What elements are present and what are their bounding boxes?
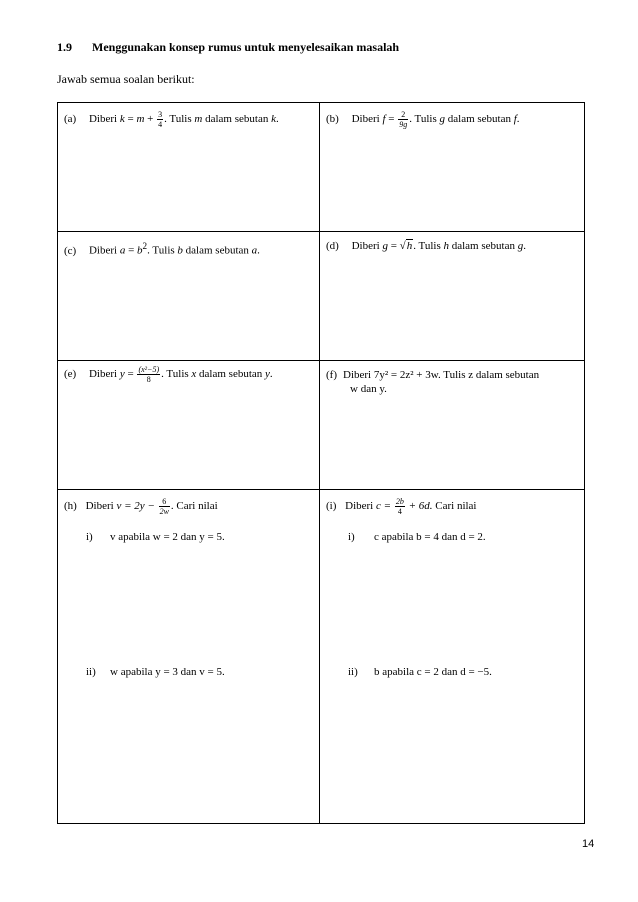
math-expression: + 6d. [405,500,433,513]
section-title: Menggunakan konsep rumus untuk menyelesaikan masalah [92,40,400,54]
square-root: h [406,240,413,252]
text: . Tulis [413,240,444,252]
subquestion-ii [348,665,492,679]
text: . Tulis [147,244,178,257]
math-expression: c = [376,500,394,513]
fraction [157,110,163,129]
math-var: y [265,368,270,381]
math-var: b [177,244,183,257]
question-d: (d) Diberi g = √h. Tulis h dalam sebutan g. [320,232,584,361]
section-heading [57,40,399,55]
fraction [159,497,170,516]
question-e [58,361,320,490]
page-number: 14 [582,838,595,850]
section-number: 1.9 [57,40,72,54]
math-op: = [124,113,137,126]
text: . [523,240,526,252]
subquestion-label: ii) [348,666,358,678]
text: dalam sebutan [445,113,514,126]
math-var: a [251,244,258,257]
denominator: 2w [159,507,169,516]
denominator: 9g [399,120,408,129]
numerator: 2b [395,497,404,506]
math-var: k [119,113,125,126]
text: . [275,113,279,126]
math-var: g [439,113,445,126]
question-text-line1: Diberi 7y² = 2z² + 3w. Tulis z dalam sebutan [343,369,540,381]
question-f [320,361,584,490]
question-label: (e) [64,368,77,381]
given-text: Diberi [351,113,380,126]
fraction [398,110,408,129]
fraction [137,365,160,384]
math-var: a [119,244,126,257]
math-op: = [385,113,398,126]
text: Cari nilai [432,500,477,513]
math-op: = [387,240,400,252]
subquestion-text: b apabila c = 2 dan d = −5. [374,666,492,678]
math-var: k [271,113,276,126]
text: . Tulis [164,113,195,126]
given-text: Diberi [88,113,118,126]
question-text-line2: w dan y. [350,383,387,395]
math-var: m [194,113,203,126]
denominator: 4 [158,120,163,129]
math-op: + [144,113,157,126]
subquestion-label: i) [86,531,93,543]
subquestion-text: c apabila b = 4 dan d = 2. [374,531,486,543]
text: dalam sebutan [182,244,252,257]
question-a [58,103,320,232]
math-var: g [517,240,524,252]
subquestion-label: ii) [86,666,96,678]
instruction-text: Jawab semua soalan berikut: [57,72,195,86]
given-text: Diberi [351,240,380,252]
math-var: f [382,113,386,126]
text: . Tulis [409,113,440,126]
text: . Cari nilai [170,500,218,513]
text: . Tulis [161,368,192,381]
numerator: (x²−5) [138,365,160,374]
text: . [269,368,273,381]
question-c [58,232,320,361]
fraction [395,497,405,516]
math-var: f [513,113,517,126]
subquestion-i [348,530,486,544]
question-label: (b) [326,113,339,126]
text: dalam sebutan [196,368,266,381]
subquestion-ii [86,665,225,679]
text: . [257,244,260,257]
subquestion-label: i) [348,531,355,543]
math-var: x [191,368,197,381]
math-var: b [137,244,143,257]
math-var: m [136,113,145,126]
text: dalam sebutan [448,240,518,252]
question-i [320,490,584,823]
numerator: 2 [398,110,408,120]
text: . [516,113,520,126]
numerator: 6 [159,497,170,507]
question-label: (f) [326,369,337,381]
math-var: h [443,240,449,252]
question-label: (h) [64,500,77,513]
subquestion-i [86,530,225,544]
math-op: = [125,244,138,257]
subquestion-text: v apabila w = 2 dan y = 5. [110,531,225,543]
math-op: = [124,368,137,381]
question-h [58,490,320,823]
question-label: (i) [326,500,337,513]
question-label: (a) [64,113,77,126]
subquestion-text: w apabila y = 3 dan v = 5. [110,666,225,678]
given-text: Diberi [85,500,114,513]
question-grid [57,102,585,824]
question-b [320,103,584,232]
denominator: 4 [397,507,402,516]
given-text: Diberi [88,368,118,381]
denominator: 8 [146,375,151,384]
math-var: y [119,368,125,381]
text: dalam sebutan [202,113,272,126]
given-text: Diberi [345,500,374,513]
question-label: (c) [64,244,77,257]
numerator: 3 [158,110,163,119]
given-text: Diberi [88,244,118,257]
math-expression: v = 2y − [116,500,158,513]
exponent: 2 [142,241,148,251]
question-label: (d) [326,240,339,252]
math-var: g [382,240,388,252]
